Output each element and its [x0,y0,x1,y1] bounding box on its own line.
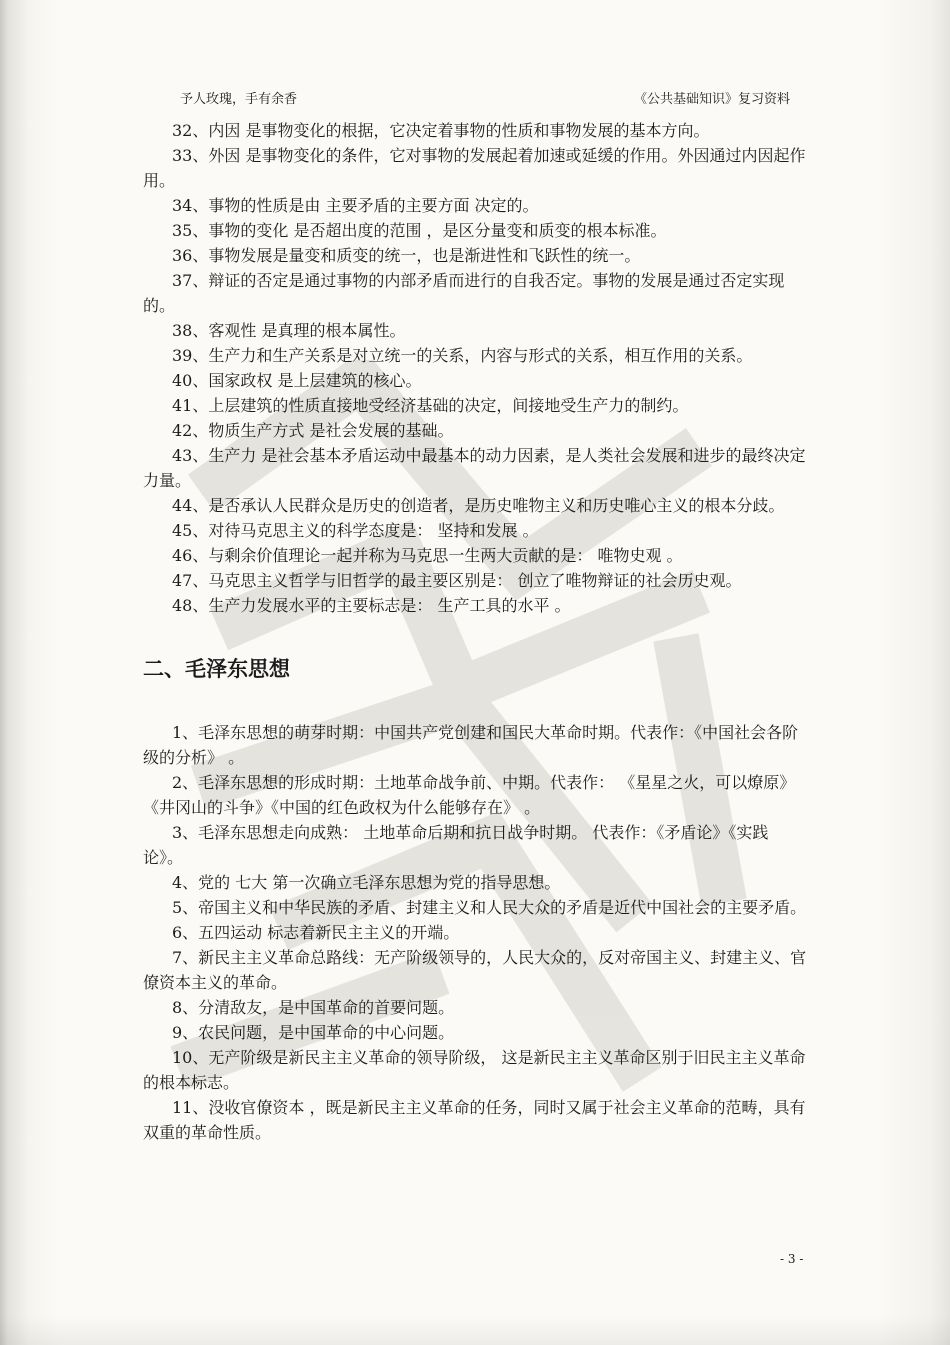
document-body [143,118,808,1145]
list-item: 34、事物的性质是由 主要矛盾的主要方面 决定的。 [172,196,539,215]
list-item: 33、外因 是事物变化的条件，它对事物的发展起着加速或延缓的作用。外因通过内因起作用。 [143,146,806,190]
list-item: 41、上层建筑的性质直接地受经济基础的决定，间接地受生产力的制约。 [172,396,689,415]
list-item: 4、党的 七大 第一次确立毛泽东思想为党的指导思想。 [172,873,561,892]
list-item: 46、与剩余价值理论一起并称为马克思一生两大贡献的是： 唯物史观 。 [172,546,683,565]
list-item: 42、物质生产方式 是社会发展的基础。 [172,421,454,440]
list-item: 6、五四运动 标志着新民主主义的开端。 [172,923,460,942]
header-right-text: 《公共基础知识》复习资料 [633,92,790,107]
list-item: 11、没收官僚资本 ，既是新民主主义革命的任务，同时又属于社会主义革命的范畴，具有双重的革命性质。 [143,1098,806,1142]
list-item: 32、内因 是事物变化的根据，它决定着事物的性质和事物发展的基本方向。 [172,121,710,140]
list-item: 35、事物的变化 是否超出度的范围 ，是区分量变和质变的根本标准。 [172,221,667,240]
list-item: 38、客观性 是真理的根本属性。 [172,321,406,340]
section-title: 二、毛泽东思想 [143,656,290,681]
list-item: 48、生产力发展水平的主要标志是： 生产工具的水平 。 [172,596,571,615]
page-number: - 3 - [780,1252,804,1266]
list-item: 10、无产阶级是新民主主义革命的领导阶级， 这是新民主主义革命区别于旧民主主义革命的根本标志。 [143,1048,806,1092]
list-item: 9、农民问题，是中国革命的中心问题。 [172,1023,455,1042]
list-item: 44、是否承认人民群众是历史的创造者，是历史唯物主义和历史唯心主义的根本分歧。 [172,496,785,515]
list-item: 45、对待马克思主义的科学态度是： 坚持和发展 。 [172,521,539,540]
list-item: 2、毛泽东思想的形成时期：土地革命战争前、中期。代表作： 《星星之火，可以燎原》《井冈山的斗争》《中国的红色政权为什么能够存在》 。 [143,773,796,817]
list-item: 5、帝国主义和中华民族的矛盾、封建主义和人民大众的矛盾是近代中国社会的主要矛盾。 [172,898,807,917]
list-item: 47、马克思主义哲学与旧哲学的最主要区别是： 创立了唯物辩证的社会历史观。 [172,571,742,590]
list-item: 1、毛泽东思想的萌芽时期：中国共产党创建和国民大革命时期。代表作：《中国社会各阶级的分析》 。 [143,723,799,767]
list-item: 8、分清敌友，是中国革命的首要问题。 [172,998,455,1017]
list-item: 37、辩证的否定是通过事物的内部矛盾而进行的自我否定。事物的发展是通过否定实现的。 [143,271,785,315]
list-item: 7、新民主主义革命总路线：无产阶级领导的，人民大众的，反对帝国主义、封建主义、官僚资本主义的革命。 [143,948,807,992]
list-item: 3、毛泽东思想走向成熟： 土地革命后期和抗日战争时期。 代表作：《矛盾论》《实践论》。 [143,823,769,867]
page-header [180,88,790,108]
list-item: 39、生产力和生产关系是对立统一的关系，内容与形式的关系，相互作用的关系。 [172,346,753,365]
list-item: 36、事物发展是量变和质变的统一，也是渐进性和飞跃性的统一。 [172,246,641,265]
list-item: 43、生产力 是社会基本矛盾运动中最基本的动力因素，是人类社会发展和进步的最终决定力量。 [143,446,806,490]
list-item: 40、国家政权 是上层建筑的核心。 [172,371,422,390]
header-left-text: 予人玫瑰，手有余香 [180,92,298,107]
